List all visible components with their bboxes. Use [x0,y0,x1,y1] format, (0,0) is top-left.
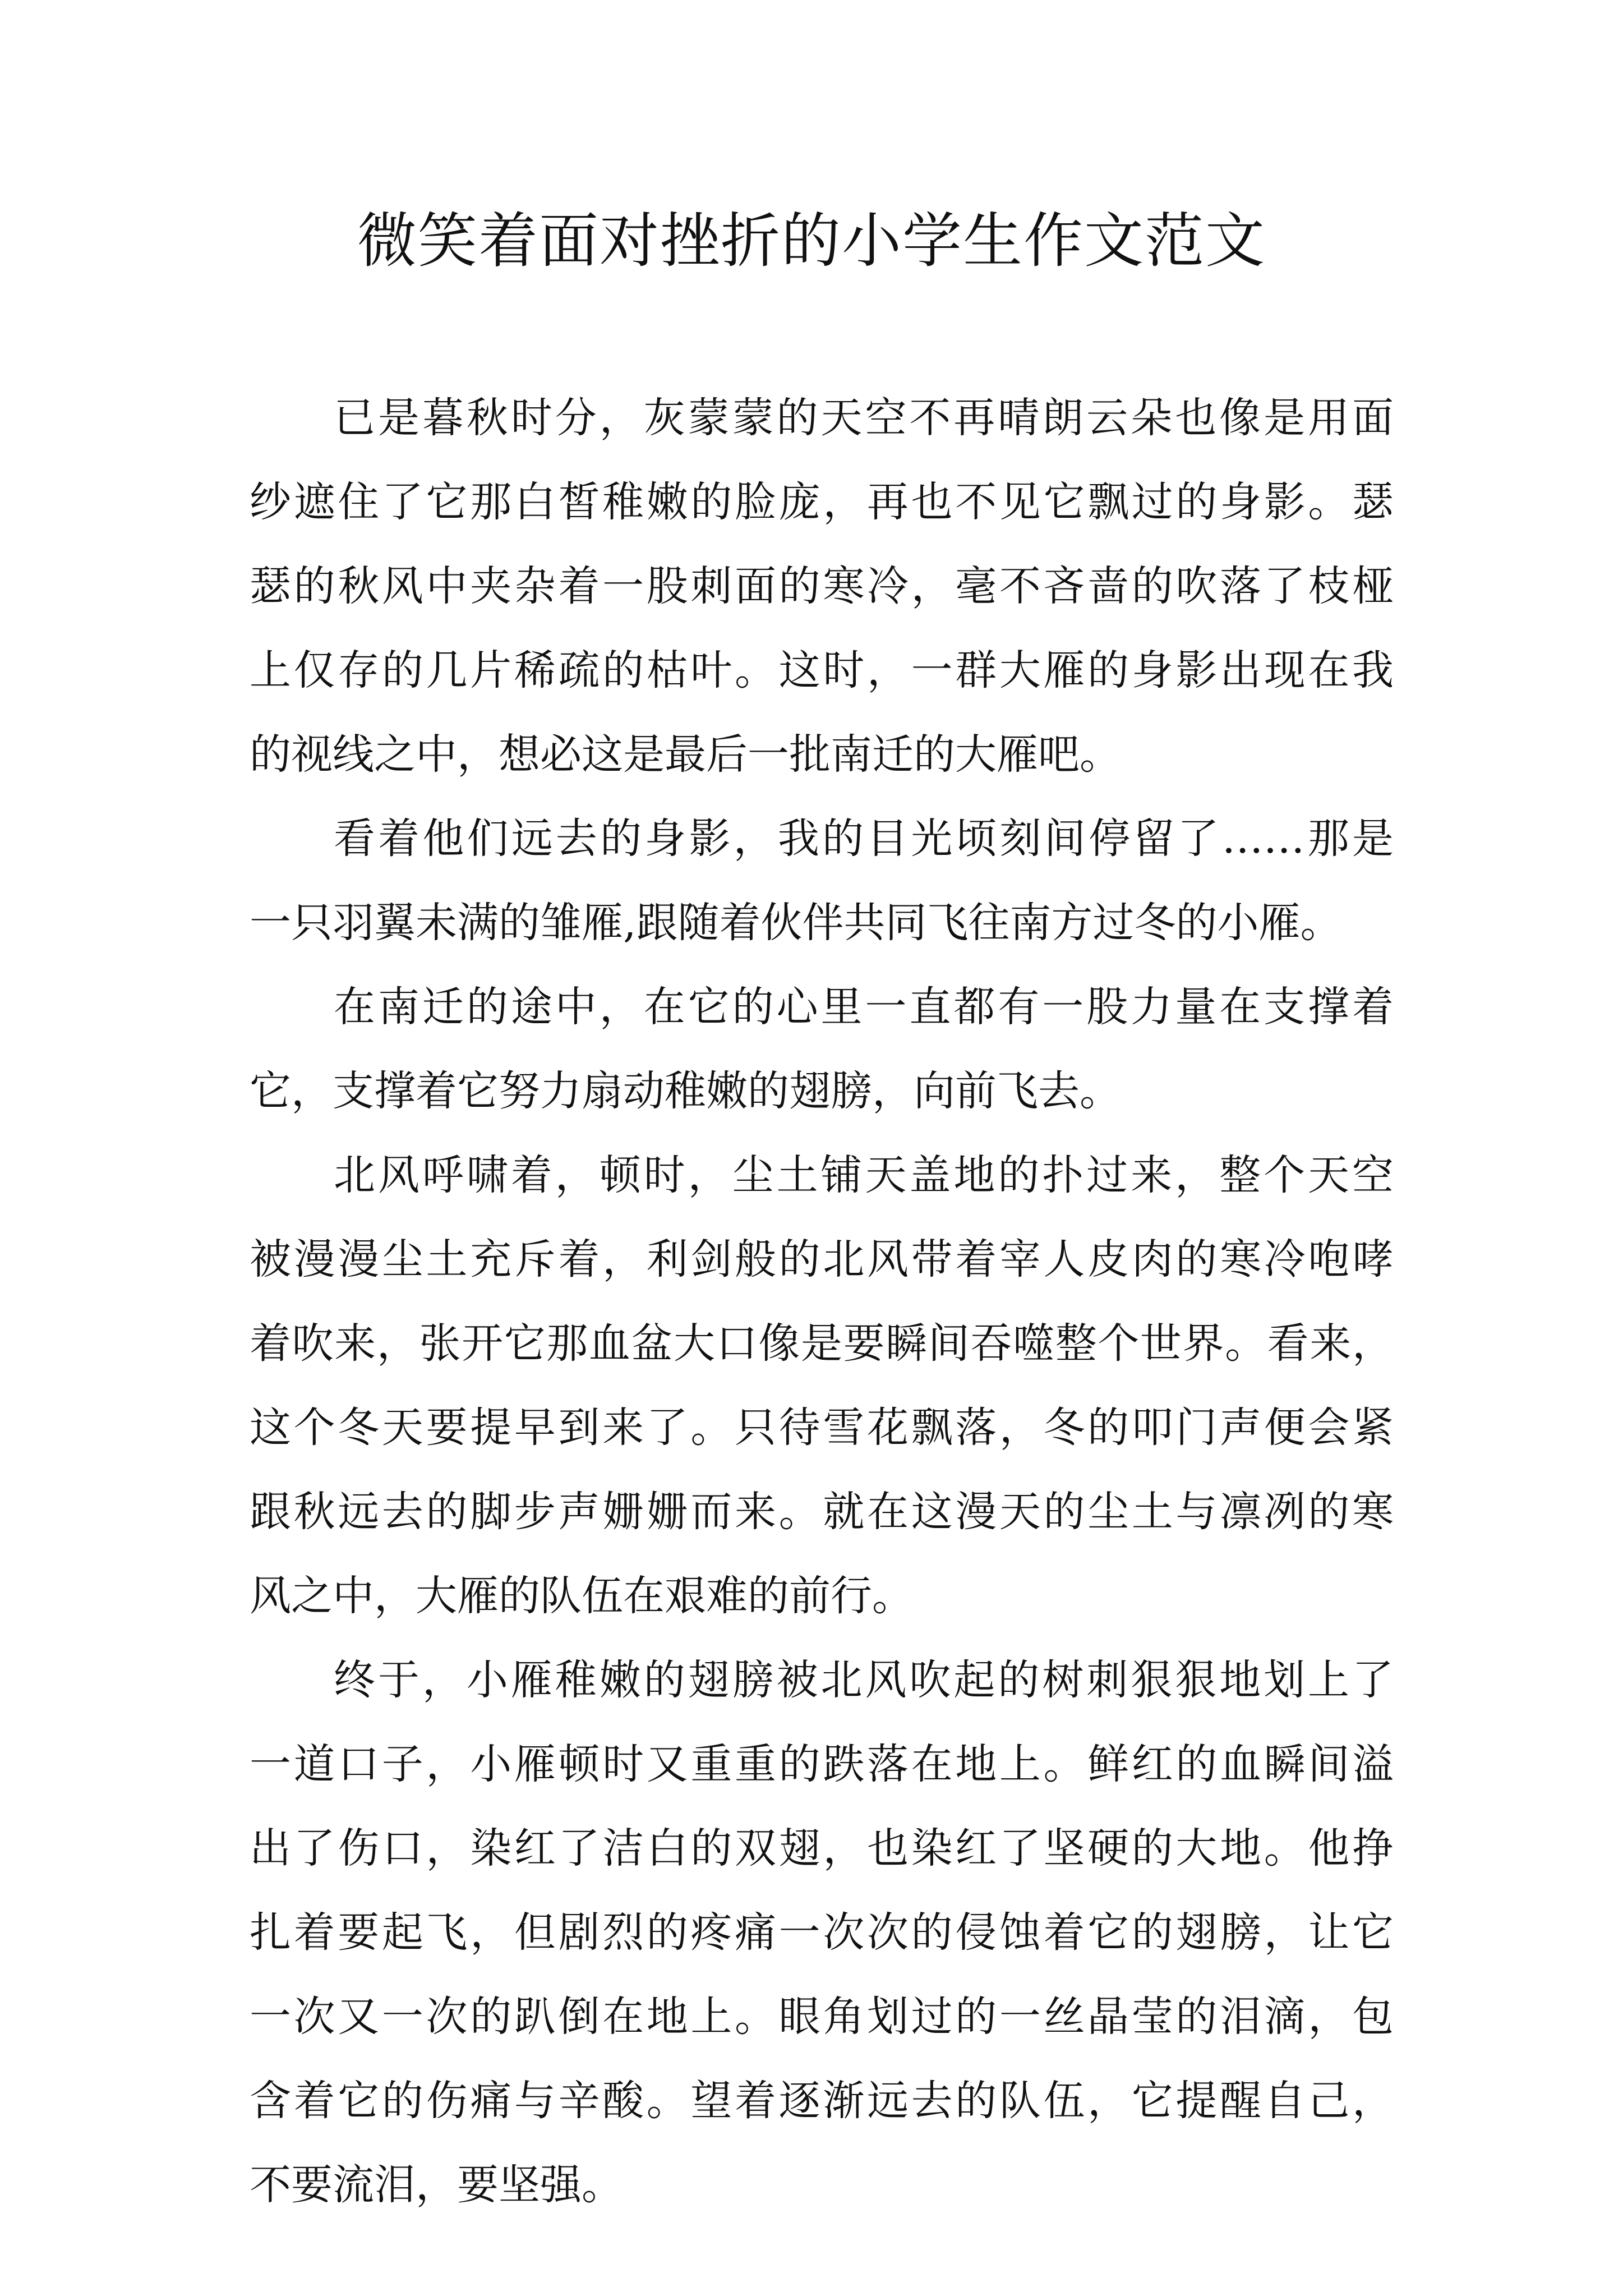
body-line: 它，支撑着它努力扇动稚嫩的翅膀，向前飞去。 [250,1067,1121,1115]
body-line: 一次又一次的趴倒在地上。眼角划过的一丝晶莹的泪滴，包 [250,1993,1394,2041]
document-body [250,376,1394,2227]
body-line: 不要流泪，要坚强。 [250,2161,623,2209]
body-line: 纱遮住了它那白皙稚嫩的脸庞，再也不见它飘过的身影。瑟 [250,478,1394,526]
body-line: 扎着要起飞，但剧烈的疼痛一次次的侵蚀着它的翅膀，让它 [250,1908,1394,1957]
body-line: 看着他们远去的身影，我的目光顷刻间停留了……那是 [334,815,1394,863]
body-line: 跟秋远去的脚步声姗姗而来。就在这漫天的尘土与凛冽的寒 [250,1488,1394,1536]
body-line: 在南迁的途中，在它的心里一直都有一股力量在支撑着 [334,983,1394,1031]
body-line: 上仅存的几片稀疏的枯叶。这时，一群大雁的身影出现在我 [250,646,1394,694]
body-line: 着吹来，张开它那血盆大口像是要瞬间吞噬整个世界。看来， [250,1319,1394,1368]
body-line: 一道口子，小雁顿时又重重的跌落在地上。鲜红的血瞬间溢 [250,1740,1394,1788]
body-line: 这个冬天要提早到来了。只待雪花飘落，冬的叩门声便会紧 [250,1404,1394,1452]
body-line: 一只羽翼未满的雏雁,跟随着伙伴共同飞往南方过冬的小雁。 [250,899,1342,947]
body-line: 风之中，大雁的队伍在艰难的前行。 [250,1572,914,1620]
body-line: 瑟的秋风中夹杂着一股刺面的寒冷，毫不吝啬的吹落了枝桠 [250,562,1394,610]
body-line: 已是暮秋时分，灰蒙蒙的天空不再晴朗云朵也像是用面 [334,394,1394,442]
body-line: 被漫漫尘土充斥着，利剑般的北风带着宰人皮肉的寒冷咆哮 [250,1235,1394,1283]
body-line: 的视线之中，想必这是最后一批南迁的大雁吧。 [250,730,1121,779]
body-line: 含着它的伤痛与辛酸。望着逐渐远去的队伍，它提醒自己， [250,2077,1394,2125]
document-title: 微笑着面对挫折的小学生作文范文 [357,206,1266,275]
body-line: 终于，小雁稚嫩的翅膀被北风吹起的树刺狠狠地划上了 [334,1656,1394,1704]
body-line: 北风呼啸着，顿时，尘土铺天盖地的扑过来，整个天空 [334,1151,1394,1199]
body-line: 出了伤口，染红了洁白的双翅，也染红了坚硬的大地。他挣 [250,1824,1394,1872]
